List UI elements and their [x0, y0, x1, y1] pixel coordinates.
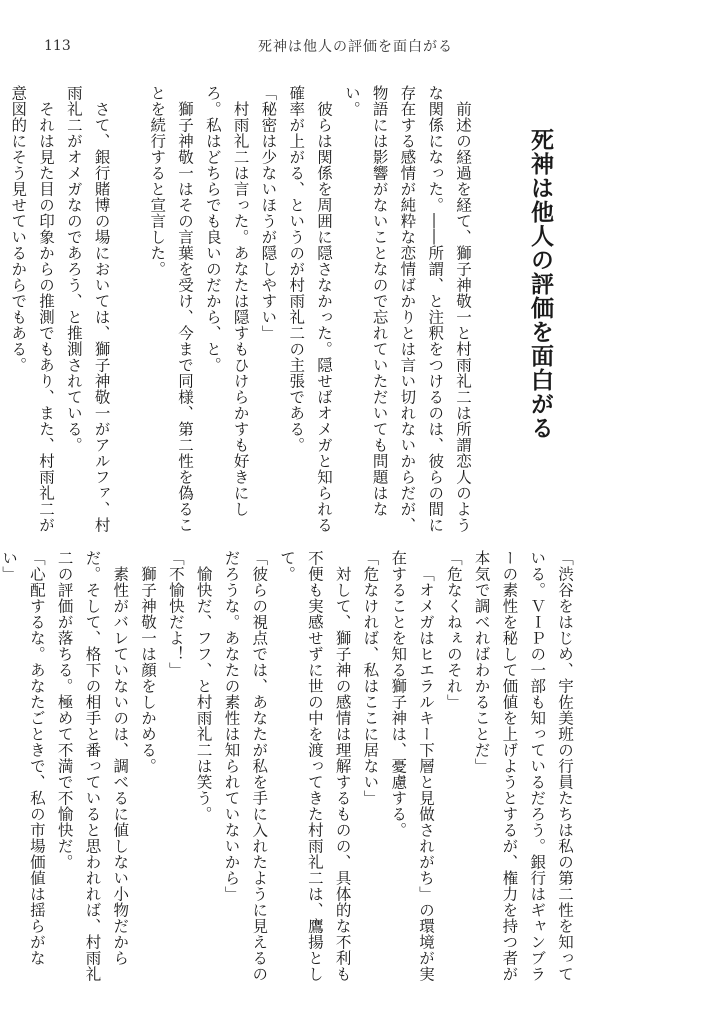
- dialogue: 「渋谷をはじめ、宇佐美班の行員たちは私の第二性を知っている。ＶＩＰの一部も知っているだろう。銀行はギャンブラーの素性を秘して価値を上げようとするが、権力を持つ者が本気で調べればわかることだ」: [472, 550, 574, 982]
- upper-text-block: [9, 85, 476, 540]
- page-number: 113: [44, 38, 71, 54]
- paragraph: さて、銀行賭博の場においては、獅子神敬一がアルファ、村雨礼二がオメガなのであろう、と推測されている。: [64, 85, 111, 533]
- paragraph: 彼らは関係を周囲に隠さなかった。隠せばオメガと知られる確率が上がる、というのが村雨礼二の主張である。: [287, 85, 334, 533]
- paragraph: 村雨礼二は言った。あなたは隠すもひけらかすも好きにしろ。私はどちらでも良いのだから、と。: [203, 85, 250, 517]
- paragraph: 獅子神敬一はその言葉を受け、今まで同様、第二性を偽ることを続行すると宣言した。: [148, 85, 195, 533]
- paragraph: 愉快だ、フフ、と村雨礼二は笑う。: [194, 565, 213, 822]
- dialogue: 「心配するな。あなたごときで、私の市場価値は揺らがない」: [0, 550, 46, 966]
- dialogue: 「彼らの視点では、あなたが私を手に入れたように見えるのだろうな。あなたの素性は知られていないから」: [222, 550, 269, 982]
- paragraph: それは見た目の印象からの推測でもあり、また、村雨礼二が意図的にそう見せているからでもある。: [9, 85, 56, 533]
- dialogue: 「秘密は少ないほうが隠しやすい」: [259, 85, 278, 341]
- paragraph: 「オメガはヒエラルキー下層と見做されがち」の環境が実在することを知る獅子神は、憂慮する。: [389, 550, 436, 982]
- dialogue: 「危なければ、私はここに居ない」: [361, 550, 380, 806]
- running-head: 死神は他人の評価を面白がる: [258, 39, 453, 55]
- dialogue: 「不愉快だよ！」: [166, 550, 185, 678]
- paragraph: 獅子神敬一は顔をしかめる。: [139, 565, 158, 774]
- scene-break: [115, 85, 143, 540]
- paragraph: 前述の経過を経て、獅子神敬一と村雨礼二は所謂恋人のような関係になった。――所謂、と注釈をつけるのは、彼らの間に存在する感情が純粋な恋情ばかりとは言い切れないからだが、物語には影響がないことなので忘れていただいても問題はない。: [342, 85, 472, 533]
- paragraph: 対して、獅子神の感情は理解するものの、具体的な不利も不便も実感せずに世の中を渡ってきた村雨礼二は、鷹揚として。: [278, 550, 352, 982]
- lower-text-block: [0, 550, 578, 982]
- chapter-title: 死神は他人の評価を面白がる: [527, 128, 553, 440]
- dialogue: 「危なくねぇのそれ」: [444, 550, 463, 710]
- paragraph: 素性がバレていないのは、調べるに値しない小物だからだ。そして、格下の相手と番っていると思われれば、村雨礼二の評価が落ちる。極めて不満で不愉快だ。: [55, 550, 130, 982]
